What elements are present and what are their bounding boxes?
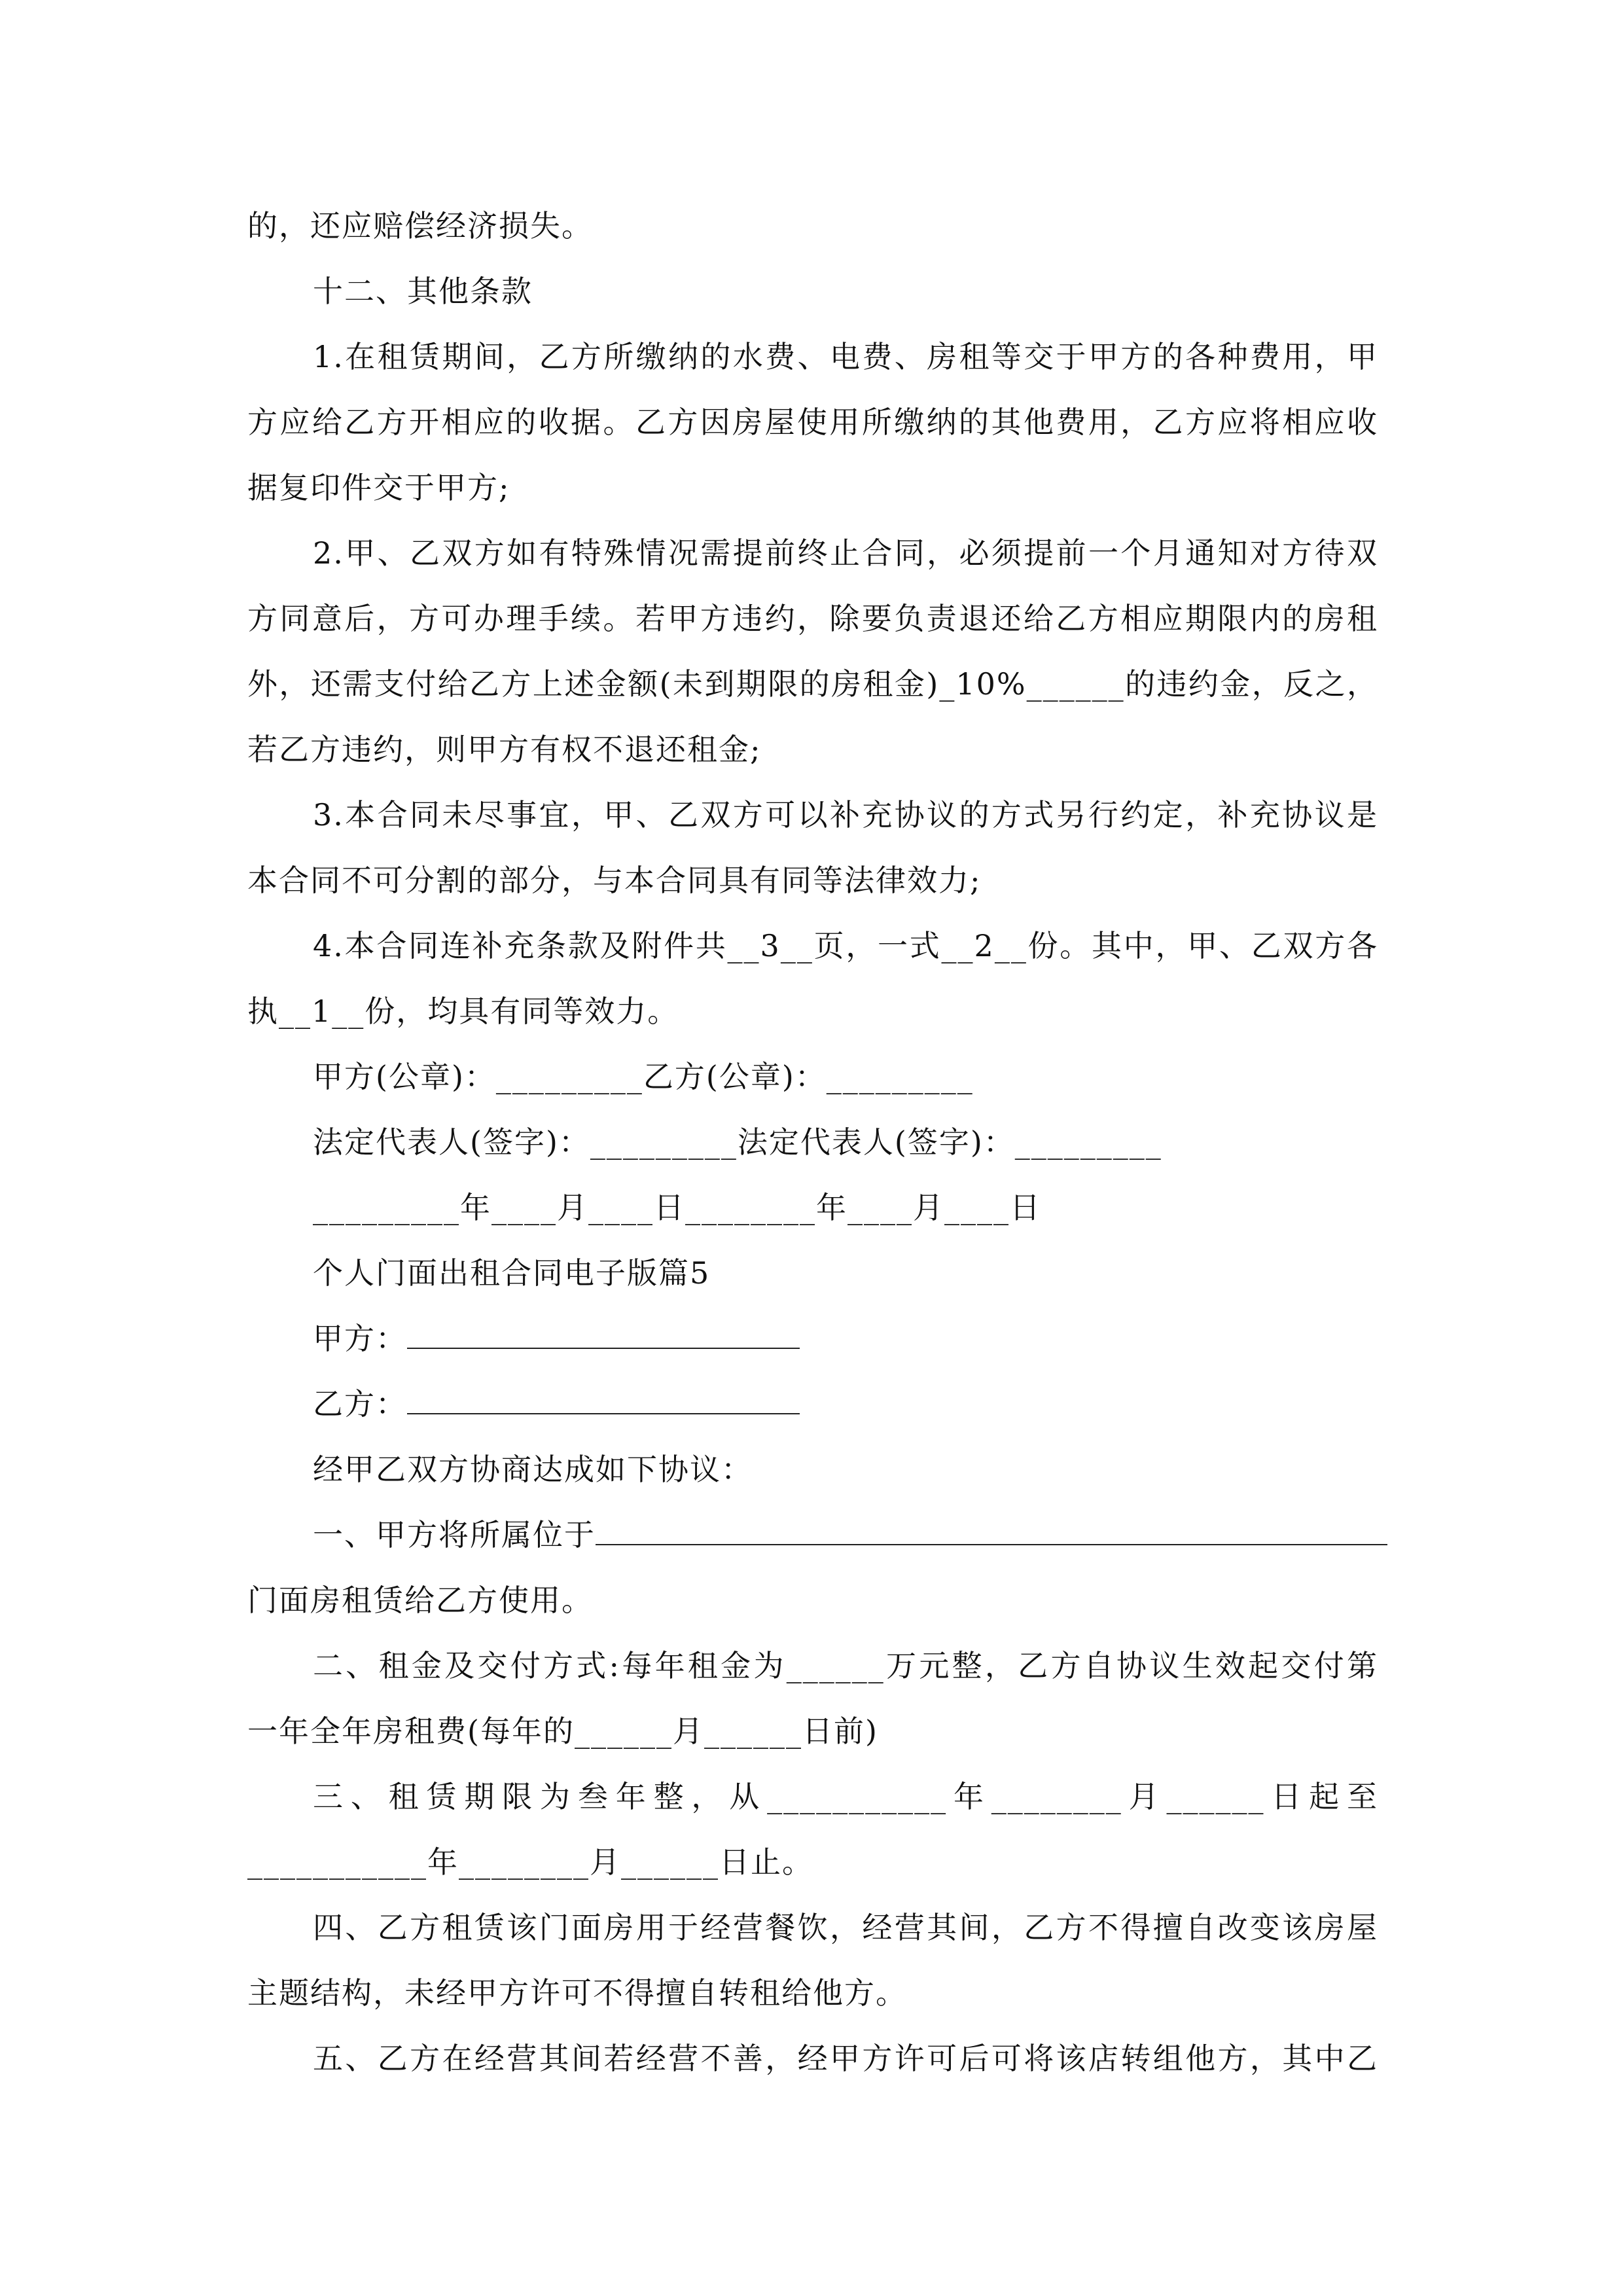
location-blank bbox=[596, 1515, 1387, 1545]
clause-3-line: 三、租赁期限为叁年整，从___________年________月______日起至 bbox=[313, 1779, 1378, 1814]
text-line-5: 据复印件交于甲方; bbox=[247, 470, 510, 505]
text-line-12: 4.本合同连补充条款及附件共__3__页，一式__2__份。其中，甲、乙双方各 bbox=[313, 928, 1378, 963]
text-line-6: 2.甲、乙双方如有特殊情况需提前终止合同，必须提前一个月通知对方待双 bbox=[313, 535, 1378, 571]
text-line-4: 方应给乙方开相应的收据。乙方因房屋使用所缴纳的其他费用，乙方应将相应收 bbox=[247, 404, 1378, 440]
clause-5-line: 五、乙方在经营其间若经营不善，经甲方许可后可将该店转组他方，其中乙 bbox=[313, 2041, 1378, 2076]
signature-date-line: _________年____月____日________年____月____日 bbox=[313, 1190, 1041, 1225]
text-line-11: 本合同不可分割的部分，与本合同具有同等法律效力; bbox=[247, 863, 982, 898]
clause-2-cont: 一年全年房租费(每年的______月______日前) bbox=[247, 1713, 878, 1749]
text-line-9: 若乙方违约，则甲方有权不退还租金; bbox=[247, 732, 762, 767]
clause-2-line: 二、租金及交付方式:每年租金为______万元整，乙方自协议生效起交付第 bbox=[313, 1648, 1378, 1683]
text-line-13: 执__1__份，均具有同等效力。 bbox=[247, 994, 679, 1029]
agreement-intro: 经甲乙双方协商达成如下协议： bbox=[313, 1452, 753, 1487]
text-line-3: 1.在租赁期间，乙方所缴纳的水费、电费、房租等交于甲方的各种费用，甲 bbox=[313, 339, 1378, 374]
clause-4-cont: 主题结构，未经甲方许可不得擅自转租给他方。 bbox=[247, 1975, 907, 2011]
clause-3-cont: ___________年________月______日止。 bbox=[247, 1844, 813, 1880]
party-b-blank bbox=[407, 1384, 800, 1414]
section-heading-12: 十二、其他条款 bbox=[313, 274, 533, 309]
clause-1-line bbox=[313, 1515, 1387, 1554]
clause-1-text: 一、甲方将所属位于 bbox=[313, 1517, 596, 1552]
party-a-line bbox=[313, 1319, 800, 1358]
text-line-7: 方同意后，方可办理手续。若甲方违约，除要负责退还给乙方相应期限内的房租 bbox=[247, 601, 1378, 636]
signature-seal-line: 甲方(公章)：_________乙方(公章)：_________ bbox=[313, 1059, 974, 1094]
party-a-blank bbox=[407, 1319, 800, 1349]
party-a-label: 甲方： bbox=[313, 1321, 407, 1356]
text-line-1: 的，还应赔偿经济损失。 bbox=[247, 208, 593, 243]
text-line-8: 外，还需支付给乙方上述金额(未到期限的房租金)_10%______的违约金，反之， bbox=[247, 666, 1378, 702]
contract-title: 个人门面出租合同电子版篇5 bbox=[313, 1255, 711, 1291]
clause-4-line: 四、乙方租赁该门面房用于经营餐饮，经营其间，乙方不得擅自改变该房屋 bbox=[313, 1910, 1378, 1945]
clause-1-cont: 门面房租赁给乙方使用。 bbox=[247, 1583, 593, 1618]
party-b-label: 乙方： bbox=[313, 1386, 407, 1422]
text-line-10: 3.本合同未尽事宜，甲、乙双方可以补充协议的方式另行约定，补充协议是 bbox=[313, 797, 1378, 833]
signature-rep-line: 法定代表人(签字)：_________法定代表人(签字)：_________ bbox=[313, 1124, 1162, 1160]
party-b-line bbox=[313, 1384, 800, 1424]
